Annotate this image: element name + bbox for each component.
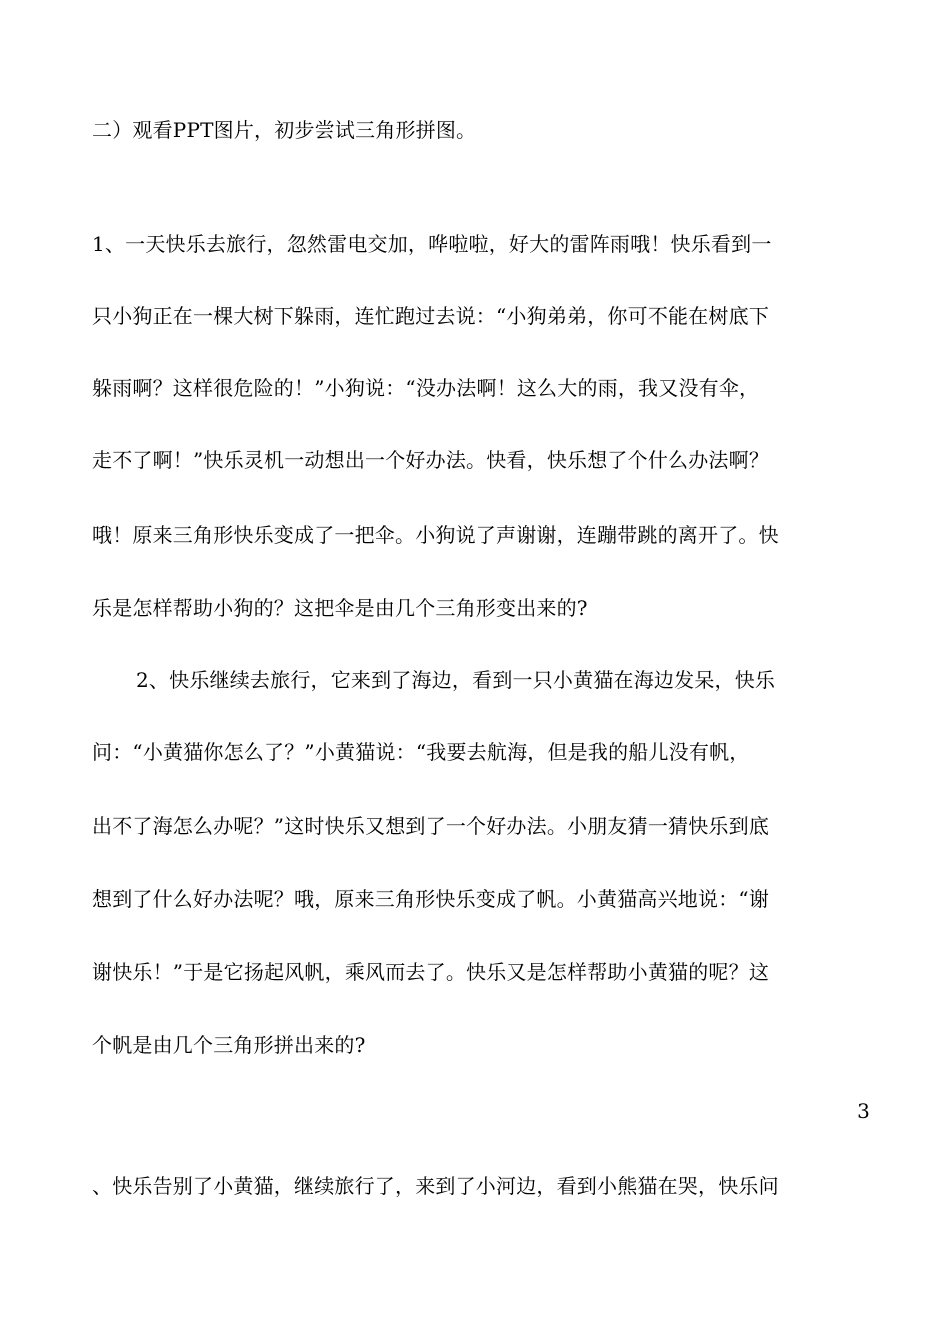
paragraph-2-line-3: 出不了海怎么办呢？”这时快乐又想到了一个好办法。小朋友猜一猜快乐到底 bbox=[92, 814, 770, 838]
paragraph-3-number: 3 bbox=[857, 1099, 870, 1123]
paragraph-3-line-1: 、快乐告别了小黄猫，继续旅行了，来到了小河边，看到小熊猫在哭，快乐问 bbox=[92, 1174, 779, 1198]
paragraph-1-line-2: 只小狗正在一棵大树下躲雨，连忙跑过去说：“小狗弟弟，你可不能在树底下 bbox=[92, 304, 770, 328]
paragraph-2-line-1: 2、快乐继续去旅行，它来到了海边，看到一只小黄猫在海边发呆，快乐 bbox=[136, 668, 776, 692]
paragraph-2-line-6: 个帆是由几个三角形拼出来的? bbox=[92, 1033, 366, 1057]
section-heading: 二）观看PPT图片，初步尝试三角形拼图。 bbox=[92, 118, 477, 142]
paragraph-1-line-5: 哦！原来三角形快乐变成了一把伞。小狗说了声谢谢，连蹦带跳的离开了。快 bbox=[92, 523, 779, 547]
paragraph-2-line-2: 问：“小黄猫你怎么了？”小黄猫说：“我要去航海，但是我的船儿没有帆， bbox=[92, 740, 750, 764]
paragraph-1-line-3: 躲雨啊？这样很危险的！”小狗说：“没办法啊！这么大的雨，我又没有伞， bbox=[92, 376, 760, 400]
paragraph-2-line-4: 想到了什么好办法呢？哦，原来三角形快乐变成了帆。小黄猫高兴地说：“谢 bbox=[92, 887, 770, 911]
paragraph-1-line-6: 乐是怎样帮助小狗的？这把伞是由几个三角形变出来的? bbox=[92, 596, 588, 620]
paragraph-2-line-5: 谢快乐！”于是它扬起风帆，乘风而去了。快乐又是怎样帮助小黄猫的呢？这 bbox=[92, 960, 770, 984]
paragraph-1-line-1: 1、一天快乐去旅行，忽然雷电交加，哗啦啦，好大的雷阵雨哦！快乐看到一 bbox=[92, 232, 772, 256]
paragraph-1-line-4: 走不了啊！”快乐灵机一动想出一个好办法。快看，快乐想了个什么办法啊？ bbox=[92, 448, 770, 472]
